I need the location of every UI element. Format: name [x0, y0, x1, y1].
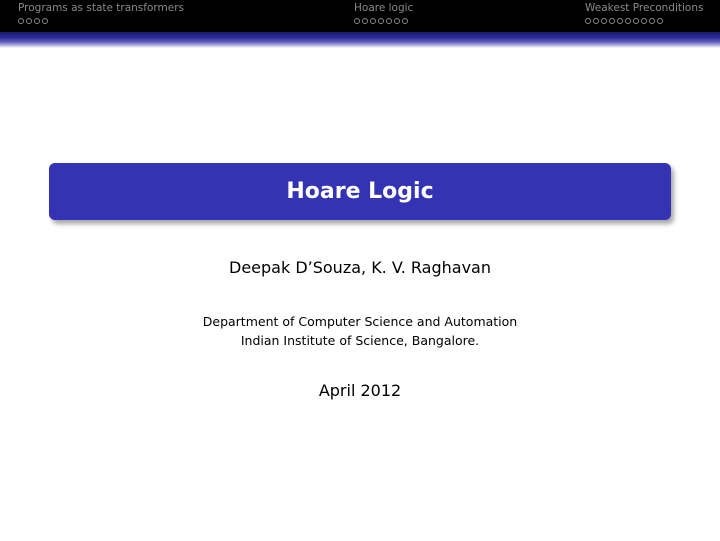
nav-frame-dot[interactable] — [42, 18, 48, 24]
nav-frame-dot[interactable] — [370, 18, 376, 24]
nav-frame-dot[interactable] — [585, 18, 591, 24]
nav-frame-dot[interactable] — [649, 18, 655, 24]
nav-dots — [585, 18, 703, 24]
nav-shadow-band — [0, 32, 720, 48]
presentation-title: Hoare Logic — [286, 179, 434, 204]
nav-section-label[interactable]: Weakest Preconditions — [585, 2, 704, 14]
institute-department: Department of Computer Science and Automation — [202, 314, 518, 329]
nav-frame-dot[interactable] — [18, 18, 24, 24]
nav-frame-dot[interactable] — [394, 18, 400, 24]
nav-frame-dot[interactable] — [593, 18, 599, 24]
nav-frame-dot[interactable] — [633, 18, 639, 24]
nav-frame-dot[interactable] — [362, 18, 368, 24]
nav-dots — [18, 18, 184, 24]
nav-section-hoare-logic[interactable] — [354, 2, 413, 24]
nav-frame-dot[interactable] — [617, 18, 623, 24]
nav-frame-dot[interactable] — [402, 18, 408, 24]
presentation-date: April 2012 — [318, 381, 402, 400]
nav-frame-dot[interactable] — [601, 18, 607, 24]
nav-section-programs[interactable] — [18, 2, 184, 24]
nav-dots — [354, 18, 413, 24]
nav-frame-dot[interactable] — [641, 18, 647, 24]
nav-frame-dot[interactable] — [625, 18, 631, 24]
nav-frame-dot[interactable] — [657, 18, 663, 24]
nav-section-label[interactable]: Programs as state transformers — [18, 2, 185, 14]
nav-section-weakest-preconditions[interactable] — [585, 2, 703, 24]
navigation-bar — [0, 0, 720, 32]
nav-frame-dot[interactable] — [34, 18, 40, 24]
nav-frame-dot[interactable] — [354, 18, 360, 24]
nav-frame-dot[interactable] — [609, 18, 615, 24]
nav-section-label[interactable]: Hoare logic — [354, 2, 414, 14]
title-box — [49, 163, 671, 220]
nav-frame-dot[interactable] — [26, 18, 32, 24]
nav-frame-dot[interactable] — [378, 18, 384, 24]
nav-frame-dot[interactable] — [386, 18, 392, 24]
institute-name: Indian Institute of Science, Bangalore. — [240, 333, 480, 348]
authors: Deepak D’Souza, K. V. Raghavan — [229, 258, 491, 277]
